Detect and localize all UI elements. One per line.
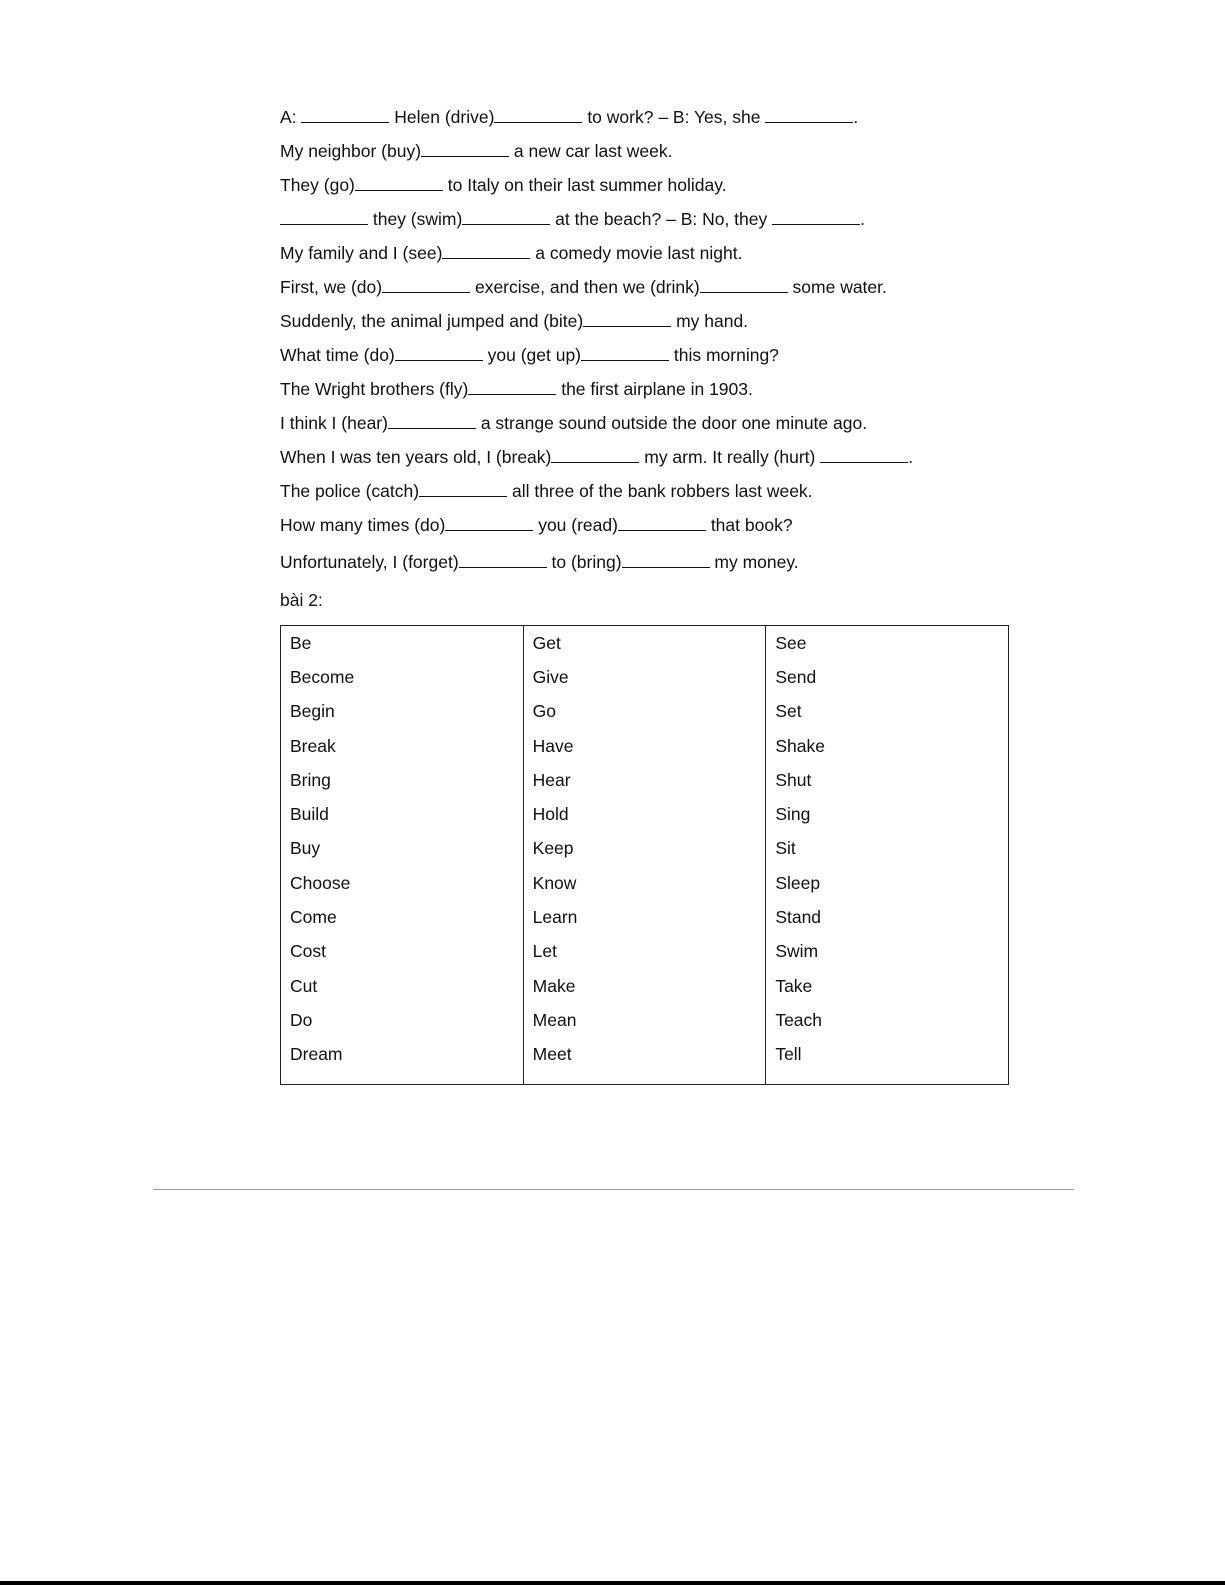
sentence-text: The police (catch) xyxy=(280,481,420,501)
sentence-text: a comedy movie last night. xyxy=(530,243,743,263)
verb-cell: Shut xyxy=(766,763,1009,797)
answer-blank[interactable] xyxy=(618,515,706,531)
sentence-text: to work? – B: Yes, she xyxy=(582,107,766,127)
sentence-line xyxy=(280,514,793,536)
verb-cell: Shake xyxy=(766,729,1009,763)
answer-blank[interactable] xyxy=(494,107,582,123)
sentence-text: the first airplane in 1903. xyxy=(556,379,753,399)
verb-cell: Buy xyxy=(281,832,524,866)
verb-cell: Cut xyxy=(281,969,524,1003)
sentence-text: A: xyxy=(280,107,302,127)
answer-blank[interactable] xyxy=(355,175,443,191)
answer-blank[interactable] xyxy=(700,277,788,293)
sentence-text: they (swim) xyxy=(368,209,463,229)
sentence-text: The Wright brothers (fly) xyxy=(280,379,469,399)
verb-cell: Take xyxy=(766,969,1009,1003)
answer-blank[interactable] xyxy=(280,209,368,225)
verb-cell: Make xyxy=(523,969,766,1003)
verb-cell: Begin xyxy=(281,695,524,729)
sentence-line xyxy=(280,106,858,128)
sentence-text: Suddenly, the animal jumped and (bite) xyxy=(280,311,584,331)
sentence-line xyxy=(280,344,779,366)
sentence-text: to (bring) xyxy=(546,552,622,572)
sentence-line xyxy=(280,174,727,196)
verb-cell: Meet xyxy=(523,1038,766,1085)
sentence-text: First, we (do) xyxy=(280,277,383,297)
answer-blank[interactable] xyxy=(468,379,556,395)
answer-blank[interactable] xyxy=(551,447,639,463)
sentence-line xyxy=(280,378,753,400)
table-row xyxy=(281,832,1009,866)
table-row xyxy=(281,900,1009,934)
table-row xyxy=(281,866,1009,900)
sentence-text: a new car last week. xyxy=(509,141,673,161)
answer-blank[interactable] xyxy=(395,345,483,361)
answer-blank[interactable] xyxy=(581,345,669,361)
verb-cell: Dream xyxy=(281,1038,524,1085)
verb-cell: Have xyxy=(523,729,766,763)
sentence-text: to Italy on their last summer holiday. xyxy=(442,175,727,195)
table-row xyxy=(281,626,1009,661)
verb-cell: Sit xyxy=(766,832,1009,866)
sentence-text: How many times (do) xyxy=(280,515,446,535)
table-row xyxy=(281,763,1009,797)
sentence-text: When I was ten years old, I (break) xyxy=(280,447,552,467)
verb-cell: Set xyxy=(766,695,1009,729)
sentence-text: my money. xyxy=(709,552,799,572)
sentence-text: They (go) xyxy=(280,175,355,195)
answer-blank[interactable] xyxy=(301,107,389,123)
verb-cell: Bring xyxy=(281,763,524,797)
sentence-line xyxy=(280,480,813,502)
sentence-line xyxy=(280,276,887,298)
sentence-text: . xyxy=(908,447,914,467)
sentence-text: this morning? xyxy=(669,345,779,365)
verb-cell: Stand xyxy=(766,900,1009,934)
sentence-text: My neighbor (buy) xyxy=(280,141,422,161)
answer-blank[interactable] xyxy=(382,277,470,293)
verb-cell: Choose xyxy=(281,866,524,900)
sentence-line xyxy=(280,551,799,573)
verb-cell: See xyxy=(766,626,1009,661)
sentence-text: you (get up) xyxy=(482,345,581,365)
verb-cell: Get xyxy=(523,626,766,661)
sentence-text: some water. xyxy=(787,277,887,297)
sentence-text: Unfortunately, I (forget) xyxy=(280,552,459,572)
sentence-text: . xyxy=(853,107,859,127)
verb-table xyxy=(280,625,1009,1085)
table-row xyxy=(281,797,1009,831)
answer-blank[interactable] xyxy=(459,552,547,568)
sentence-line xyxy=(280,208,865,230)
table-row xyxy=(281,1038,1009,1085)
verb-cell: Break xyxy=(281,729,524,763)
verb-cell: Give xyxy=(523,660,766,694)
sentence-text: . xyxy=(860,209,865,229)
table-row xyxy=(281,935,1009,969)
sentence-text: all three of the bank robbers last week. xyxy=(507,481,813,501)
verb-cell: Teach xyxy=(766,1003,1009,1037)
table-row xyxy=(281,1003,1009,1037)
sentence-text: What time (do) xyxy=(280,345,395,365)
sentence-text: my hand. xyxy=(671,311,749,331)
page-divider xyxy=(153,1189,1074,1190)
sentence-text: Helen (drive) xyxy=(389,107,495,127)
verb-cell: Let xyxy=(523,935,766,969)
verb-cell: Cost xyxy=(281,935,524,969)
answer-blank[interactable] xyxy=(388,413,476,429)
sentence-text: a strange sound outside the door one minute ago. xyxy=(475,413,868,433)
sentence-text: My family and I (see) xyxy=(280,243,443,263)
verb-cell: Hold xyxy=(523,797,766,831)
answer-blank[interactable] xyxy=(445,515,533,531)
sentence-text: you (read) xyxy=(533,515,618,535)
table-row xyxy=(281,695,1009,729)
table-row xyxy=(281,969,1009,1003)
answer-blank[interactable] xyxy=(820,447,908,463)
sentence-line xyxy=(280,310,748,332)
answer-blank[interactable] xyxy=(765,107,853,123)
exercise-2-label: bài 2: xyxy=(280,590,323,610)
answer-blank[interactable] xyxy=(772,209,860,225)
answer-blank[interactable] xyxy=(583,311,671,327)
sentence-text: at the beach? – B: No, they xyxy=(550,209,773,229)
table-row xyxy=(281,729,1009,763)
sentence-line xyxy=(280,242,742,264)
answer-blank[interactable] xyxy=(419,481,507,497)
verb-cell: Come xyxy=(281,900,524,934)
sentence-text: I think I (hear) xyxy=(280,413,388,433)
answer-blank[interactable] xyxy=(622,552,710,568)
sentence-text: my arm. It really (hurt) xyxy=(639,447,821,467)
sentence-text: exercise, and then we (drink) xyxy=(470,277,700,297)
sentence-text: that book? xyxy=(705,515,793,535)
verb-cell: Swim xyxy=(766,935,1009,969)
answer-blank[interactable] xyxy=(462,209,550,225)
verb-cell: Do xyxy=(281,1003,524,1037)
verb-cell: Go xyxy=(523,695,766,729)
verb-cell: Be xyxy=(281,626,524,661)
verb-cell: Build xyxy=(281,797,524,831)
verb-cell: Mean xyxy=(523,1003,766,1037)
verb-cell: Know xyxy=(523,866,766,900)
verb-cell: Keep xyxy=(523,832,766,866)
verb-cell: Learn xyxy=(523,900,766,934)
verb-cell: Sing xyxy=(766,797,1009,831)
answer-blank[interactable] xyxy=(421,141,509,157)
sentence-line xyxy=(280,412,867,434)
verb-cell: Send xyxy=(766,660,1009,694)
verb-cell: Hear xyxy=(523,763,766,797)
bottom-border xyxy=(0,1581,1225,1585)
verb-cell: Sleep xyxy=(766,866,1009,900)
verb-cell: Become xyxy=(281,660,524,694)
sentence-line xyxy=(280,446,913,468)
table-row xyxy=(281,660,1009,694)
sentence-line xyxy=(280,140,672,162)
answer-blank[interactable] xyxy=(442,243,530,259)
verb-cell: Tell xyxy=(766,1038,1009,1085)
